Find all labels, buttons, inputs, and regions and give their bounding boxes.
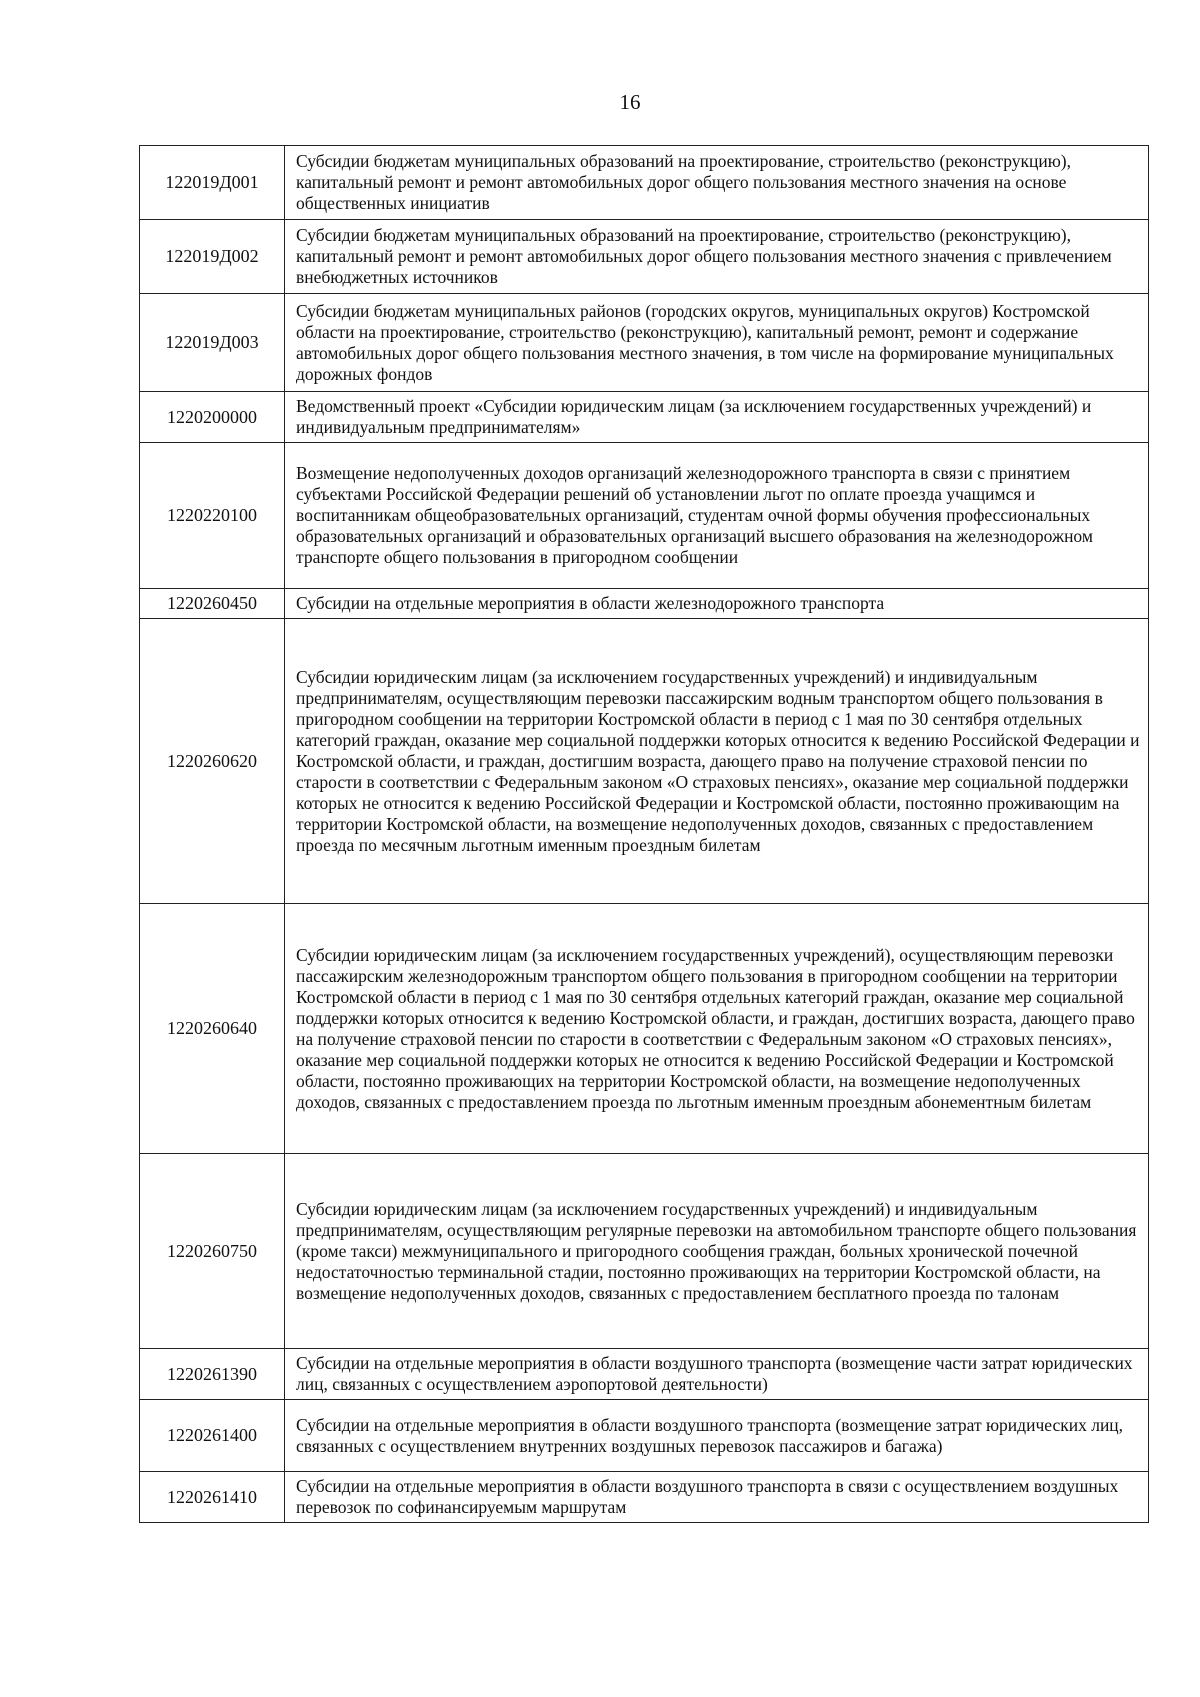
- table-row: [140, 294, 1149, 392]
- budget-code-table: [139, 145, 1149, 1523]
- page-number: 16: [619, 90, 641, 114]
- table-row: [140, 1472, 1149, 1523]
- description-cell: Субсидии на отдельные мероприятия в области воздушного транспорта (возмещение части затрат юридических лиц, связанных с осуществлением аэропортовой деятельности): [285, 1349, 1149, 1400]
- table-row: [140, 220, 1149, 294]
- budget-code-cell: 122019Д001: [140, 146, 285, 220]
- table-row: [140, 1154, 1149, 1349]
- table-row: [140, 1349, 1149, 1400]
- description-cell: Ведомственный проект «Субсидии юридическим лицам (за исключением государственных учреждений) и индивидуальным предпринимателям»: [285, 392, 1149, 443]
- budget-code-cell: 122019Д003: [140, 294, 285, 392]
- table-row: [140, 619, 1149, 904]
- budget-code-cell: 122019Д002: [140, 220, 285, 294]
- description-cell: Субсидии на отдельные мероприятия в области железнодорожного транспорта: [285, 589, 1149, 619]
- description-cell: Субсидии юридическим лицам (за исключением государственных учреждений) и индивидуальным предпринимателям, осуществляющим перевозки пассажирским водным транспортом общего пользования в пригородном сообщении на территории Костромской области в период с 1 мая по 30 сентября отдельных категорий граждан, оказание мер социальной поддержки которых относится к ведению Российской Федерации и Костромской области, и граждан, достигшим возраста, дающего право на получение страховой пенсии по старости в соответствии с Федеральным законом «О страховых пенсиях», оказание мер социальной поддержки которых не относится к ведению Российской Федерации и Костромской области, постоянно проживающим на территории Костромской области, на возмещение недополученных доходов, связанных с предоставлением проезда по месячным льготным именным проездным билетам: [285, 619, 1149, 904]
- budget-code-cell: 1220260620: [140, 619, 285, 904]
- table-row: [140, 1400, 1149, 1472]
- budget-code-cell: 1220200000: [140, 392, 285, 443]
- budget-code-cell: 1220260750: [140, 1154, 285, 1349]
- description-cell: Субсидии на отдельные мероприятия в области воздушного транспорта в связи с осуществлением воздушных перевозок по софинансируемым маршрутам: [285, 1472, 1149, 1523]
- budget-code-cell: 1220220100: [140, 443, 285, 589]
- table-row: [140, 443, 1149, 589]
- description-cell: Субсидии бюджетам муниципальных образований на проектирование, строительство (реконструкцию), капитальный ремонт и ремонт автомобильных дорог общего пользования местного значения на основе общественных инициатив: [285, 146, 1149, 220]
- table-row: [140, 904, 1149, 1154]
- description-cell: Субсидии юридическим лицам (за исключением государственных учреждений), осуществляющим перевозки пассажирским железнодорожным транспортом общего пользования в пригородном сообщении на территории Костромской области в период с 1 мая по 30 сентября отдельных категорий граждан, оказание мер социальной поддержки которых относится к ведению Костромской области, и граждан, достигших возраста, дающего право на получение страховой пенсии по старости в соответствии с Федеральным законом «О страховых пенсиях», оказание мер социальной поддержки которых не относится к ведению Российской Федерации и Костромской области, постоянно проживающих на территории Костромской области, на возмещение недополученных доходов, связанных с предоставлением проезда по льготным именным проездным абонементным билетам: [285, 904, 1149, 1154]
- description-cell: Возмещение недополученных доходов организаций железнодорожного транспорта в связи с принятием субъектами Российской Федерации решений об установлении льгот по оплате проезда учащимся и воспитанникам общеобразовательных организаций, студентам очной формы обучения профессиональных образовательных организаций и образовательных организаций высшего образования на железнодорожном транспорте общего пользования в пригородном сообщении: [285, 443, 1149, 589]
- description-cell: Субсидии бюджетам муниципальных районов (городских округов, муниципальных округов) Костромской области на проектирование, строительство (реконструкцию), капитальный ремонт, ремонт и содержание автомобильных дорог общего пользования местного значения, в том числе на формирование муниципальных дорожных фондов: [285, 294, 1149, 392]
- description-cell: Субсидии юридическим лицам (за исключением государственных учреждений) и индивидуальным предпринимателям, осуществляющим регулярные перевозки на автомобильном транспорте общего пользования (кроме такси) межмуниципального и пригородного сообщения граждан, больных хронической почечной недостаточностью терминальной стадии, постоянно проживающих на территории Костромской области, на возмещение недополученных доходов, связанных с предоставлением бесплатного проезда по талонам: [285, 1154, 1149, 1349]
- table-row: [140, 589, 1149, 619]
- budget-code-cell: 1220260450: [140, 589, 285, 619]
- table-row: [140, 392, 1149, 443]
- description-cell: Субсидии на отдельные мероприятия в области воздушного транспорта (возмещение затрат юридических лиц, связанных с осуществлением внутренних воздушных перевозок пассажиров и багажа): [285, 1400, 1149, 1472]
- description-cell: Субсидии бюджетам муниципальных образований на проектирование, строительство (реконструкцию), капитальный ремонт и ремонт автомобильных дорог общего пользования местного значения с привлечением внебюджетных источников: [285, 220, 1149, 294]
- budget-code-cell: 1220261390: [140, 1349, 285, 1400]
- budget-code-cell: 1220261410: [140, 1472, 285, 1523]
- budget-code-cell: 1220260640: [140, 904, 285, 1154]
- table-row: [140, 146, 1149, 220]
- budget-code-cell: 1220261400: [140, 1400, 285, 1472]
